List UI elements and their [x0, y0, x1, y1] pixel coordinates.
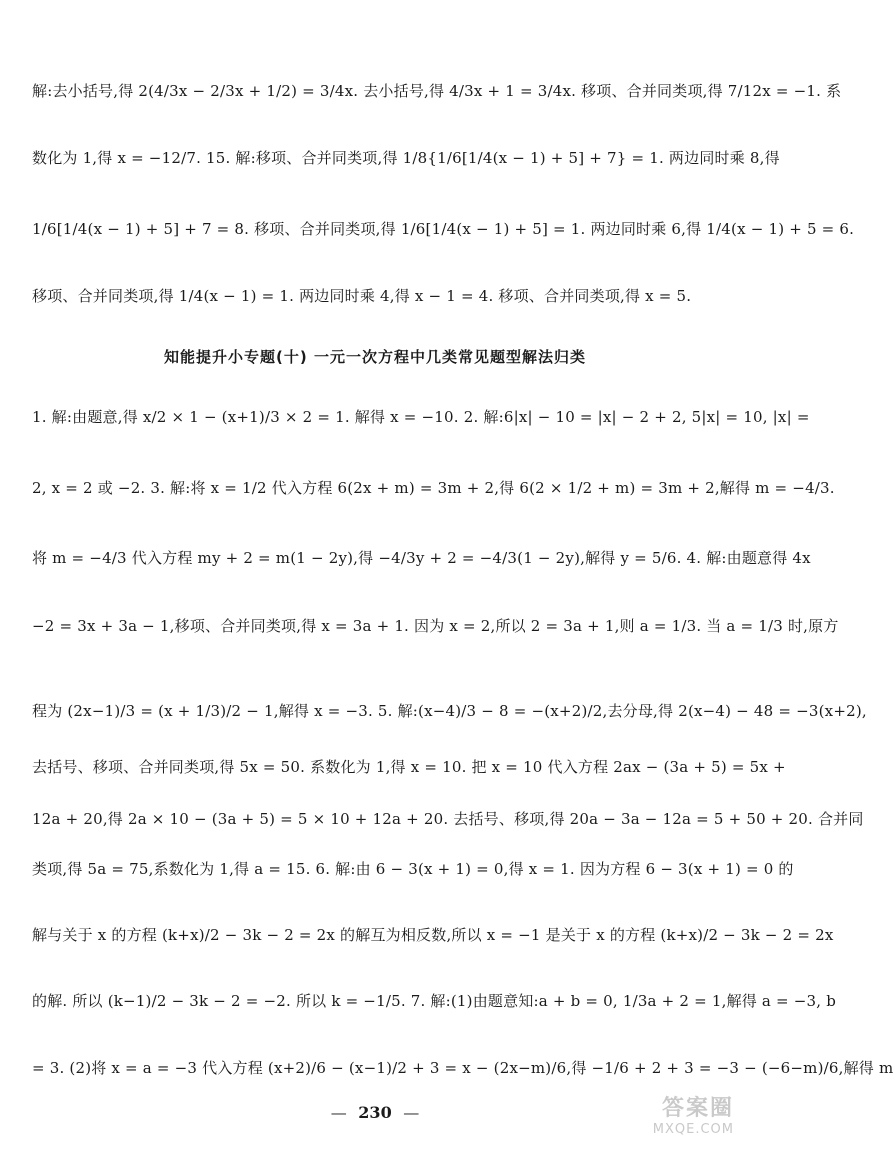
- text-line: 移项、合并同类项,得 1/4(x − 1) = 1. 两边同时乘 4,得 x − 1 = 4. 移项、合并同类项,得 x = 5.: [32, 287, 692, 305]
- text-line: 2, x = 2 或 −2. 3. 解:将 x = 1/2 代入方程 6(2x + m) = 3m + 2,得 6(2 × 1/2 + m) = 3m + 2,解得 m = −4/3.: [32, 479, 835, 497]
- text-line: 类项,得 5a = 75,系数化为 1,得 a = 15. 6. 解:由 6 − 3(x + 1) = 0,得 x = 1. 因为方程 6 − 3(x + 1) = 0 的: [32, 860, 794, 878]
- text-line: 12a + 20,得 2a × 10 − (3a + 5) = 5 × 10 + 12a + 20. 去括号、移项,得 20a − 3a − 12a = 5 + 50 + 20. 合并同: [32, 810, 864, 828]
- text-line: = 3. (2)将 x = a = −3 代入方程 (x+2)/6 − (x−1)/2 + 3 = x − (2x−m)/6,得 −1/6 + 2 + 3 = −3 − (−6−m)/6,解得 m: [32, 1059, 893, 1077]
- text-line: 程为 (2x−1)/3 = (x + 1/3)/2 − 1,解得 x = −3. 5. 解:(x−4)/3 − 8 = −(x+2)/2,去分母,得 2(x−4) − 48 = −3(x+2),: [32, 702, 867, 720]
- text-line: 的解. 所以 (k−1)/2 − 3k − 2 = −2. 所以 k = −1/5. 7. 解:(1)由题意知:a + b = 0, 1/3a + 2 = 1,解得 a = −3, b: [32, 992, 837, 1010]
- page-number-value: 230: [358, 1103, 392, 1122]
- watermark-brand: 答案圈: [661, 1096, 734, 1121]
- text-line: 解:去小括号,得 2(4/3x − 2/3x + 1/2) = 3/4x. 去小括号,得 4/3x + 1 = 3/4x. 移项、合并同类项,得 7/12x = −1. 系: [32, 82, 842, 100]
- text-line: 解与关于 x 的方程 (k+x)/2 − 3k − 2 = 2x 的解互为相反数,所以 x = −1 是关于 x 的方程 (k+x)/2 − 3k − 2 = 2x: [32, 926, 834, 944]
- watermark-logo: [653, 1091, 734, 1137]
- page-number: [0, 1103, 750, 1122]
- section-heading: 知能提升小专题(十) 一元一次方程中几类常见题型解法归类: [164, 348, 586, 366]
- text-line: −2 = 3x + 3a − 1,移项、合并同类项,得 x = 3a + 1. 因为 x = 2,所以 2 = 3a + 1,则 a = 1/3. 当 a = 1/3 时,原方: [32, 617, 839, 635]
- text-line: 将 m = −4/3 代入方程 my + 2 = m(1 − 2y),得 −4/3y + 2 = −4/3(1 − 2y),解得 y = 5/6. 4. 解:由题意得 4x: [32, 549, 811, 567]
- watermark-url: MXQE.COM: [652, 1122, 734, 1137]
- text-line: 1/6[1/4(x − 1) + 5] + 7 = 8. 移项、合并同类项,得 1/6[1/4(x − 1) + 5] = 1. 两边同时乘 6,得 1/4(x − 1) + 5 = 6.: [32, 220, 855, 238]
- text-line: 1. 解:由题意,得 x/2 × 1 − (x+1)/3 × 2 = 1. 解得 x = −10. 2. 解:6|x| − 10 = |x| − 2 + 2, 5|x| = 10, |x| =: [32, 408, 810, 426]
- page-dash-left: —: [330, 1103, 347, 1122]
- text-line: 数化为 1,得 x = −12/7. 15. 解:移项、合并同类项,得 1/8{1/6[1/4(x − 1) + 5] + 7} = 1. 两边同时乘 8,得: [32, 149, 780, 167]
- page-dash-right: —: [403, 1103, 420, 1122]
- text-line: 去括号、移项、合并同类项,得 5x = 50. 系数化为 1,得 x = 10. 把 x = 10 代入方程 2ax − (3a + 5) = 5x +: [32, 758, 786, 776]
